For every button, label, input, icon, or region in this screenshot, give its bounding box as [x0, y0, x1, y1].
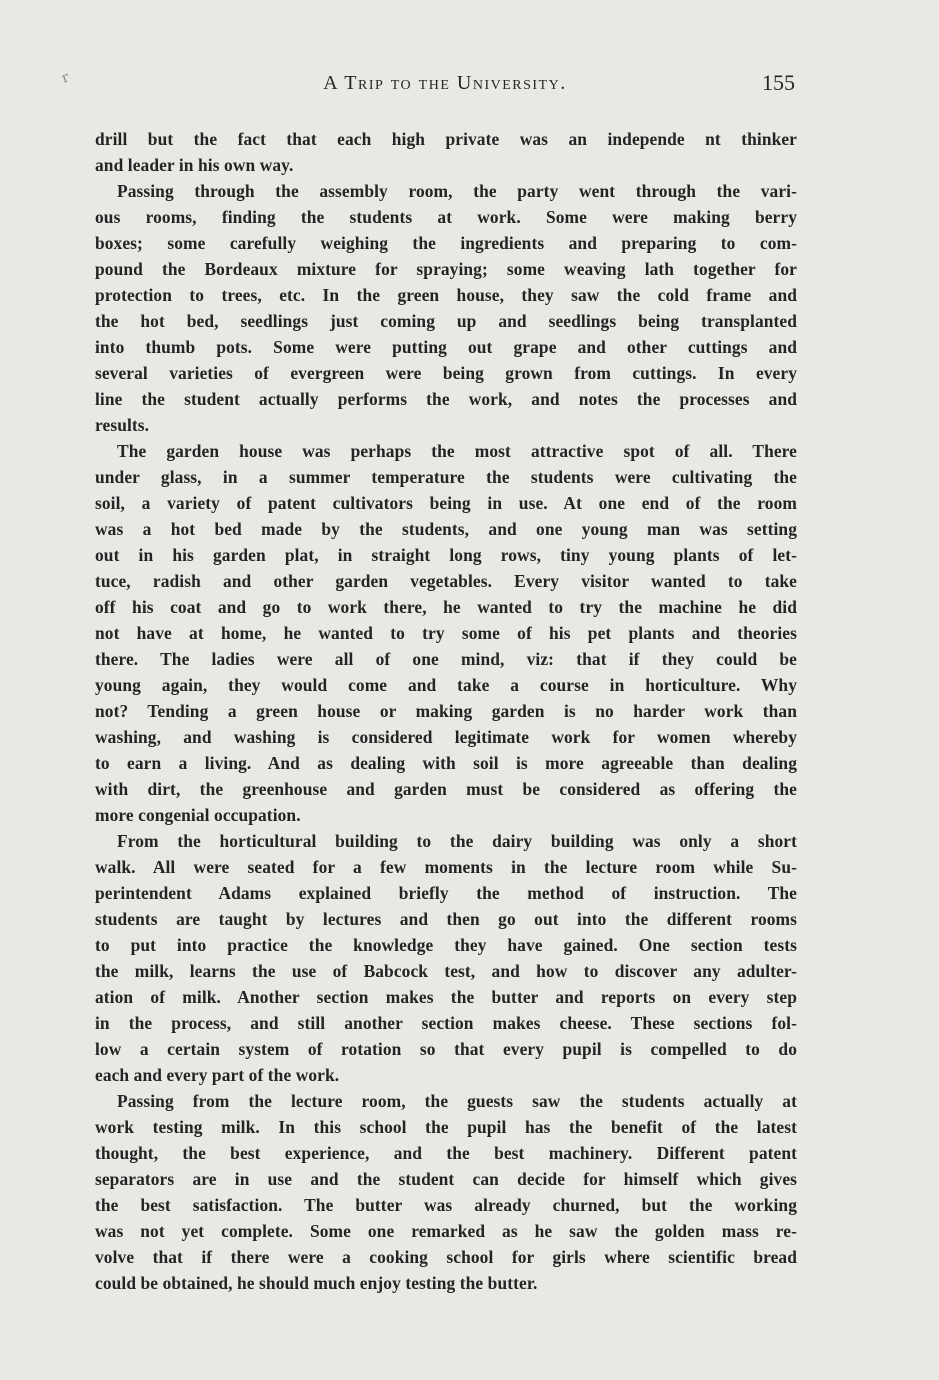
text-line: not? Tending a green house or making garden is no harder work than — [95, 701, 797, 721]
text-line: each and every part of the work. — [95, 1065, 340, 1085]
text-line: results. — [95, 415, 150, 435]
paragraph-1 — [95, 126, 797, 178]
text-line: volve that if there were a cooking school for girls where scientific bread — [95, 1247, 797, 1267]
text-line: soil, a variety of patent cultivators being in use. At one end of the room — [95, 493, 797, 513]
text-line: was a hot bed made by the students, and one young man was setting — [95, 519, 797, 539]
text-line: there. The ladies were all of one mind, viz: that if they could be — [95, 649, 797, 669]
text-line: could be obtained, he should much enjoy testing the butter. — [95, 1273, 538, 1293]
text-line: to earn a living. And as dealing with soil is more agreeable than dealing — [95, 753, 797, 773]
text-line: work testing milk. In this school the pupil has the benefit of the latest — [95, 1117, 797, 1137]
text-line: thought, the best experience, and the best machinery. Different patent — [95, 1143, 797, 1163]
text-line: drill but the fact that each high private was an independe nt thinker — [95, 129, 797, 149]
text-line: to put into practice the knowledge they have gained. One section tests — [95, 935, 797, 955]
text-line: the best satisfaction. The butter was already churned, but the working — [95, 1195, 797, 1215]
text-line: perintendent Adams explained briefly the method of instruction. The — [95, 883, 797, 903]
margin-mark: r — [59, 69, 72, 87]
text-line: ation of milk. Another section makes the butter and reports on every step — [95, 987, 797, 1007]
text-line: Passing from the lecture room, the guests saw the students actually at — [117, 1091, 797, 1111]
page-number: 155 — [762, 70, 795, 95]
text-line: and leader in his own way. — [95, 155, 294, 175]
page-header — [95, 72, 795, 102]
text-line: From the horticultural building to the dairy building was only a short — [117, 831, 797, 851]
text-line: not have at home, he wanted to try some of his pet plants and theories — [95, 623, 797, 643]
text-line: the milk, learns the use of Babcock test, and how to discover any adulter- — [95, 961, 797, 981]
text-line: under glass, in a summer temperature the students were cultivating the — [95, 467, 797, 487]
body-text — [95, 126, 797, 1296]
text-line: The garden house was perhaps the most attractive spot of all. There — [117, 441, 797, 461]
running-title: A Trip to the University. — [323, 72, 567, 94]
text-line: ous rooms, finding the students at work. Some were making berry — [95, 207, 797, 227]
paragraph-4 — [95, 828, 797, 1088]
text-line: low a certain system of rotation so that every pupil is compelled to do — [95, 1039, 797, 1059]
text-line: separators are in use and the student can decide for himself which gives — [95, 1169, 797, 1189]
text-line: Passing through the assembly room, the party went through the vari- — [117, 181, 797, 201]
text-line: was not yet complete. Some one remarked as he saw the golden mass re- — [95, 1221, 797, 1241]
text-line: off his coat and go to work there, he wanted to try the machine he did — [95, 597, 797, 617]
text-line: washing, and washing is considered legitimate work for women whereby — [95, 727, 797, 747]
paragraph-2 — [95, 178, 797, 438]
paragraph-5 — [95, 1088, 797, 1296]
text-line: with dirt, the greenhouse and garden must be considered as offering the — [95, 779, 797, 799]
text-line: in the process, and still another section makes cheese. These sections fol- — [95, 1013, 797, 1033]
text-line: line the student actually performs the work, and notes the processes and — [95, 389, 797, 409]
text-line: more congenial occupation. — [95, 805, 301, 825]
text-line: young again, they would come and take a course in horticulture. Why — [95, 675, 797, 695]
text-line: pound the Bordeaux mixture for spraying; some weaving lath together for — [95, 259, 797, 279]
text-line: tuce, radish and other garden vegetables. Every visitor wanted to take — [95, 571, 797, 591]
text-line: students are taught by lectures and then go out into the different rooms — [95, 909, 797, 929]
text-line: the hot bed, seedlings just coming up and seedlings being transplanted — [95, 311, 797, 331]
text-line: walk. All were seated for a few moments in the lecture room while Su- — [95, 857, 797, 877]
text-line: several varieties of evergreen were being grown from cuttings. In every — [95, 363, 797, 383]
text-line: into thumb pots. Some were putting out grape and other cuttings and — [95, 337, 797, 357]
text-line: out in his garden plat, in straight long rows, tiny young plants of let- — [95, 545, 797, 565]
text-line: protection to trees, etc. In the green house, they saw the cold frame and — [95, 285, 797, 305]
text-line: boxes; some carefully weighing the ingredients and preparing to com- — [95, 233, 797, 253]
paragraph-3 — [95, 438, 797, 828]
